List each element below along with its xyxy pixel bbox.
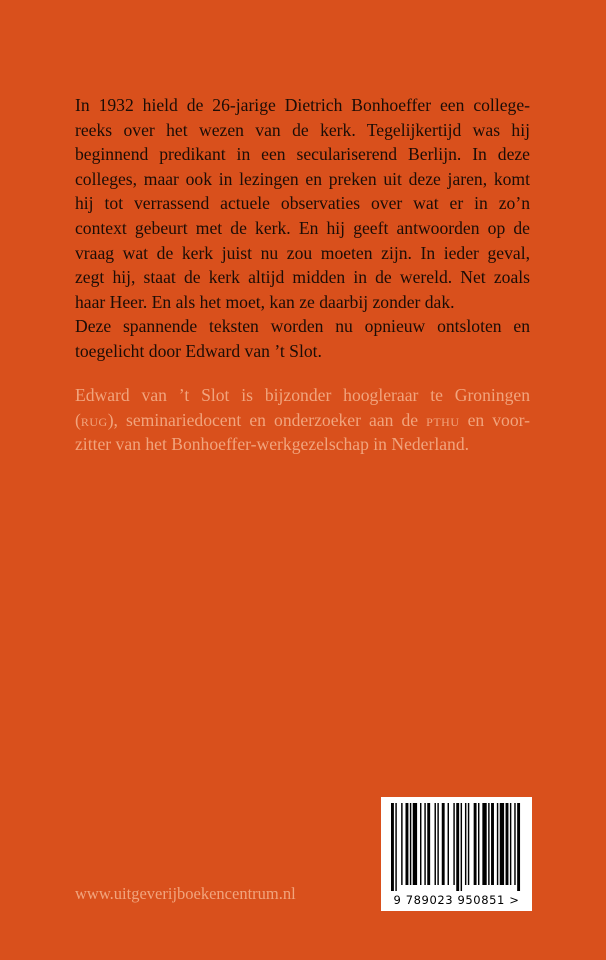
blurb-line: hij tot verrassend actuele observaties over wat er in zo’n [75, 193, 530, 214]
barcode-bar [517, 803, 520, 891]
bio-line [75, 408, 530, 433]
barcode-bar [468, 803, 469, 885]
rug-abbreviation: rug [80, 409, 108, 430]
barcode-bar [514, 803, 515, 885]
barcode-bar [391, 803, 394, 891]
barcode-bar [461, 803, 462, 891]
barcode-bar [510, 803, 511, 885]
bio-text: ), seminariedocent en onderzoeker aan de [107, 409, 427, 430]
bio-line: zitter van het Bonhoeffer-werkgezelschap in Nederland. [75, 434, 470, 455]
blurb-line: Deze spannende teksten worden nu opnieuw ontsloten en [75, 316, 530, 337]
blurb-line: haar Heer. En als het moet, kan ze daarbij zonder dak. [75, 291, 455, 312]
barcode-bar [465, 803, 466, 885]
blurb-line: toegelicht door Edward van ’t Slot. [75, 340, 322, 361]
bio-text: en voor- [459, 409, 530, 430]
barcode-bar [497, 803, 498, 885]
barcode-bar [406, 803, 409, 885]
barcode-bar [435, 803, 436, 885]
barcode-bar [420, 803, 421, 885]
barcode-bar [491, 803, 494, 885]
barcode-bar [413, 803, 417, 885]
barcode-bars [381, 797, 532, 891]
bio-line: Edward van ’t Slot is bijzonder hoogleraar te Groningen [75, 385, 530, 405]
publisher-website: www.uitgeverijboekencentrum.nl [75, 884, 296, 903]
barcode-bar [427, 803, 430, 885]
barcode-bar [478, 803, 479, 885]
blurb-line: context gebeurt met de kerk. En hij geeft antwoorden op de [75, 217, 530, 238]
blurb-line: In 1932 hield de 26-jarige Dietrich Bonhoeffer een college- [75, 95, 530, 115]
bio-text: ( [75, 409, 81, 430]
blurb-line: zegt hij, staat de kerk altijd midden in de wereld. Net zoals [75, 267, 530, 288]
blurb-line: colleges, maar ook in lezingen en preken uit deze jaren, komt [75, 168, 530, 189]
blurb-line: beginnend predikant in een seculariserend Berlijn. In deze [75, 144, 530, 165]
isbn-barcode [381, 797, 532, 911]
isbn-number [381, 893, 532, 907]
barcode-bar [453, 803, 454, 885]
barcode-bar [488, 803, 489, 885]
barcode-bar [401, 803, 402, 885]
blurb-line: vraag wat de kerk juist nu zou moeten zijn. In ieder geval, [75, 242, 530, 263]
barcode-bar [456, 803, 459, 891]
author-bio [75, 383, 530, 457]
barcode-bar [474, 803, 477, 885]
blurb-text [75, 93, 530, 364]
barcode-bar [410, 803, 411, 885]
barcode-bar [442, 803, 445, 885]
barcode-bar [482, 803, 486, 885]
barcode-bar [448, 803, 449, 885]
pthu-abbreviation: pthu [426, 409, 460, 430]
add-on-mark: > [509, 893, 520, 907]
barcode-bar [424, 803, 425, 885]
barcode-bar [500, 803, 504, 885]
isbn-digits: 9 789023 950851 [393, 893, 505, 907]
barcode-bar [506, 803, 509, 885]
blurb-line: reeks over het wezen van de kerk. Tegelijkertijd was hij [75, 119, 530, 140]
barcode-bar [437, 803, 438, 885]
barcode-bar [395, 803, 396, 891]
